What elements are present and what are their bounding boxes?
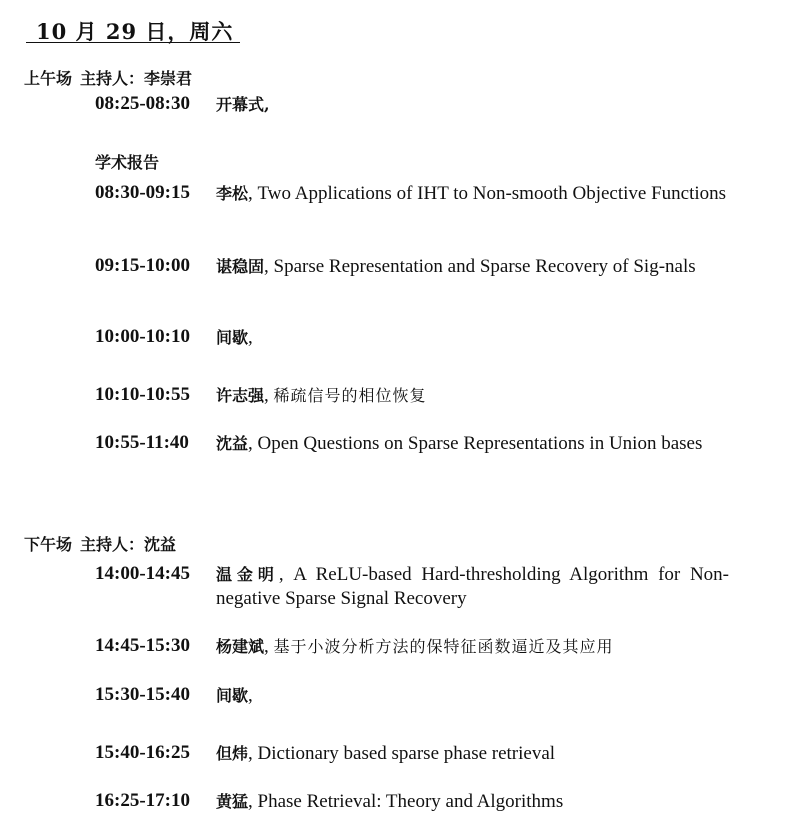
item-speaker: 杨建斌: [216, 637, 265, 656]
afternoon-session-header: [24, 532, 176, 555]
item-desc: [216, 742, 729, 766]
item-speaker: 开幕式,: [216, 95, 270, 114]
item-title: , Two Applications of IHT to Non-smooth Objective Functions: [248, 183, 727, 204]
item-title: ,: [264, 636, 274, 657]
item-title: , Sparse Representation and Sparse Recovery of Sig-nals: [264, 256, 696, 277]
item-title: , A ReLU-based Hard-thresholding Algorithm for Non-negative Sparse Signal Recovery: [216, 564, 729, 609]
item-time: 08:30-09:15: [95, 182, 190, 203]
item-title: ,: [264, 385, 274, 406]
section-label-academic-reports: 学术报告: [95, 153, 160, 172]
item-time: 10:55-11:40: [95, 432, 189, 453]
item-title: ,: [248, 327, 253, 348]
session-name: 上午场: [24, 69, 73, 88]
item-desc: [216, 384, 729, 408]
item-desc: [216, 93, 729, 117]
session-chair: 主持人：李崇君: [80, 69, 193, 88]
item-time: 14:45-15:30: [95, 635, 190, 656]
session-chair: 主持人：沈益: [80, 535, 177, 554]
date-title: 10 月 29 日，周六: [36, 19, 234, 44]
item-title: , Phase Retrieval: Theory and Algorithms: [248, 791, 564, 812]
item-desc: [216, 790, 729, 814]
item-time: 08:25-08:30: [95, 93, 190, 114]
item-speaker: 间歇: [216, 328, 249, 347]
item-speaker: 沈益: [216, 434, 249, 453]
item-time: 14:00-14:45: [95, 563, 190, 584]
item-speaker: 李松: [216, 184, 249, 203]
item-desc: [216, 684, 729, 708]
item-speaker: 谌稳固: [216, 257, 265, 276]
item-desc: [216, 635, 729, 659]
item-time: 15:40-16:25: [95, 742, 190, 763]
item-speaker: 但炜: [216, 744, 249, 763]
item-title: ,: [248, 685, 253, 706]
item-speaker: 黄猛: [216, 792, 249, 811]
item-time: 09:15-10:00: [95, 255, 190, 276]
morning-session-header: [24, 66, 192, 89]
item-desc: [216, 326, 729, 350]
item-time: 15:30-15:40: [95, 684, 190, 705]
item-desc: [216, 255, 729, 279]
item-time: 16:25-17:10: [95, 790, 190, 811]
item-time: 10:00-10:10: [95, 326, 190, 347]
item-desc: [216, 563, 729, 611]
item-title: , Open Questions on Sparse Representations in Union bases: [248, 433, 703, 454]
item-desc: [216, 432, 729, 456]
item-time: 10:10-10:55: [95, 384, 190, 405]
item-desc: [216, 182, 729, 206]
session-name: 下午场: [24, 535, 73, 554]
item-title-cjk: 稀疏信号的相位恢复: [273, 386, 427, 405]
date-header: [26, 14, 240, 43]
item-title: , Dictionary based sparse phase retrieval: [248, 743, 556, 764]
item-speaker: 间歇: [216, 686, 249, 705]
item-title-cjk: 基于小波分析方法的保特征函数逼近及其应用: [273, 637, 614, 656]
item-speaker: 温金明: [216, 565, 279, 584]
item-speaker: 许志强: [216, 386, 265, 405]
